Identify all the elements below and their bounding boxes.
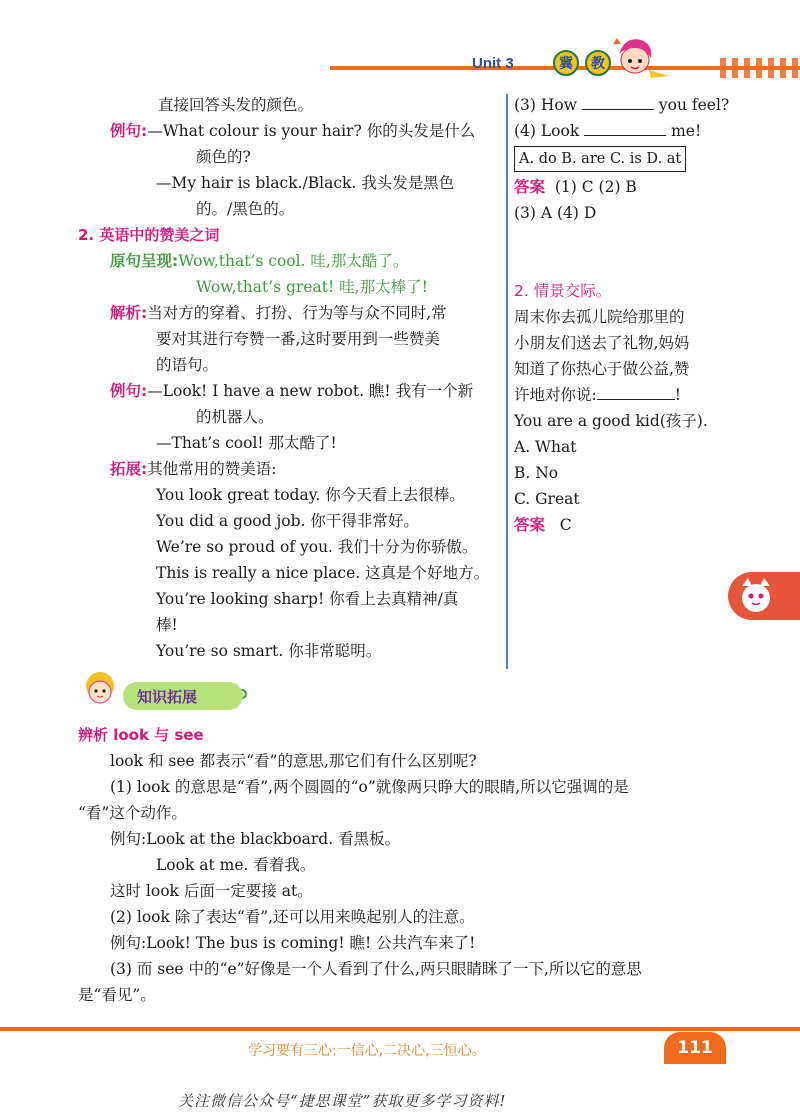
question-text: 许地对你说: xyxy=(514,386,597,404)
text-line: 颜色的? xyxy=(196,148,251,166)
left-column xyxy=(78,92,503,664)
header-dots-decoration xyxy=(720,58,800,78)
question-text: (4) Look xyxy=(514,122,580,140)
answer-label: 答案 xyxy=(514,178,546,196)
side-tab xyxy=(728,572,800,620)
original-label: 原句呈现: xyxy=(110,252,179,270)
text-line: 的。/黑色的。 xyxy=(196,200,295,218)
analysis-text: 当对方的穿着、打扮、行为等与众不同时,常 xyxy=(147,304,447,322)
unit-label: Unit 3 xyxy=(472,55,514,72)
phrase-item: We’re so proud of you. 我们十分为你骄傲。 xyxy=(156,538,478,556)
example-label: 例句: xyxy=(110,382,148,400)
footer-motto: 学习要有三心:一信心,二决心,三恒心。 xyxy=(248,1043,486,1059)
footer-rule xyxy=(0,1027,800,1031)
option-a: A. What xyxy=(514,438,577,456)
example-label: 例句: xyxy=(110,122,148,140)
paragraph: look 和 see 都表示“看”的意思,那它们有什么区别呢? xyxy=(110,752,477,770)
column-divider xyxy=(506,94,508,669)
example: 例句:Look! The bus is coming! 瞧! 公共汽车来了! xyxy=(110,934,476,952)
original-text-2: Wow,that’s great! 哇,那太棒了! xyxy=(196,278,428,296)
analysis xyxy=(78,300,503,326)
answer-text: C xyxy=(559,516,572,534)
extension-text: 其他常用的赞美语: xyxy=(147,460,277,478)
paragraph: (2) look 除了表达“看”,还可以用来唤起别人的注意。 xyxy=(110,908,475,926)
section-heading: 辨析 look 与 see xyxy=(78,726,204,744)
answer-blank[interactable] xyxy=(584,120,666,136)
question-text: you feel? xyxy=(658,96,730,114)
question-text: (3) How xyxy=(514,96,577,114)
text-line: 小朋友们送去了礼物,妈妈 xyxy=(514,334,690,352)
phrase-item: You’re so smart. 你非常聪明。 xyxy=(156,642,382,660)
answer-row xyxy=(514,174,729,200)
answer-text-2: (3) A (4) D xyxy=(514,204,597,222)
example-1 xyxy=(78,118,503,144)
paragraph: 这时 look 后面一定要接 at。 xyxy=(110,882,313,900)
knowledge-section xyxy=(78,722,728,1008)
edition-badge-ji: 冀 xyxy=(553,50,579,76)
question-2-prompt xyxy=(514,382,729,408)
question-3 xyxy=(514,92,729,118)
answer-label: 答案 xyxy=(514,516,546,534)
cat-mascot-icon xyxy=(736,576,776,616)
extension-label: 拓展: xyxy=(110,460,148,478)
text-line: You are a good kid(孩子). xyxy=(514,412,708,430)
paragraph-cont: “看”这个动作。 xyxy=(78,804,187,822)
option-b: B. No xyxy=(514,464,559,482)
example-text: —Look! I have a new robot. 瞧! 我有一个新 xyxy=(147,382,474,400)
text-line: 要对其进行夸赞一番,这时要用到一些赞美 xyxy=(156,330,440,348)
answer-blank[interactable] xyxy=(597,384,675,400)
right-column xyxy=(514,92,729,538)
question-text: me! xyxy=(671,122,702,140)
text-line: —That’s cool! 那太酷了! xyxy=(156,434,337,452)
example-2 xyxy=(78,378,503,404)
text-line: —My hair is black./Black. 我头发是黑色 xyxy=(156,174,455,192)
text-line: 周末你去孤儿院给那里的 xyxy=(514,308,685,326)
edition-badge-jiao: 教 xyxy=(585,50,611,76)
phrase-item: You look great today. 你今天看上去很棒。 xyxy=(156,486,465,504)
original-text: Wow,that’s cool. 哇,那太酷了。 xyxy=(178,252,409,270)
extension xyxy=(78,456,503,482)
text-line: 知道了你热心于做公益,赞 xyxy=(514,360,690,378)
phrase-item: This is really a nice place. 这真是个好地方。 xyxy=(156,564,490,582)
text-line: 直接回答头发的颜色。 xyxy=(158,96,314,114)
paragraph: (3) 而 see 中的“e”好像是一个人看到了什么,两只眼睛眯了一下,所以它的意思 xyxy=(110,960,642,978)
analysis-label: 解析: xyxy=(110,304,148,322)
section-title: 2. 英语中的赞美之词 xyxy=(78,226,220,244)
question-4 xyxy=(514,118,729,144)
answer-row-2 xyxy=(514,512,729,538)
text-line: 的机器人。 xyxy=(196,408,274,426)
text-line: 的语句。 xyxy=(156,356,219,374)
options-box: A. do B. are C. is D. at xyxy=(514,146,686,172)
example: 例句:Look at the blackboard. 看黑板。 xyxy=(110,830,401,848)
example-cont: Look at me. 看着我。 xyxy=(156,856,316,874)
answer-text: (1) C (2) B xyxy=(554,178,637,196)
original-sentence xyxy=(78,248,503,274)
phrase-item: You did a good job. 你干得非常好。 xyxy=(156,512,419,530)
question-text: ! xyxy=(674,386,681,404)
footer-note: 关注微信公众号“捷思课堂”获取更多学习资料! xyxy=(178,1092,507,1110)
phrase-item-cont: 棒! xyxy=(156,616,178,634)
example-text: —What colour is your hair? 你的头发是什么 xyxy=(147,122,476,140)
page-header xyxy=(0,0,800,95)
option-c: C. Great xyxy=(514,490,580,508)
phrase-item: You’re looking sharp! 你看上去真精神/真 xyxy=(156,590,459,608)
page-number: 111 xyxy=(664,1032,726,1064)
knowledge-banner-title: 知识拓展 xyxy=(123,682,243,710)
paragraph: (1) look 的意思是“看”,两个圆圆的“o”就像两只睁大的眼睛,所以它强调的是 xyxy=(110,778,629,796)
question-2-title: 2. 情景交际。 xyxy=(514,282,612,300)
paragraph-cont: 是“看见”。 xyxy=(78,986,156,1004)
fairy-mascot-icon xyxy=(605,30,675,85)
answer-blank[interactable] xyxy=(582,94,654,110)
